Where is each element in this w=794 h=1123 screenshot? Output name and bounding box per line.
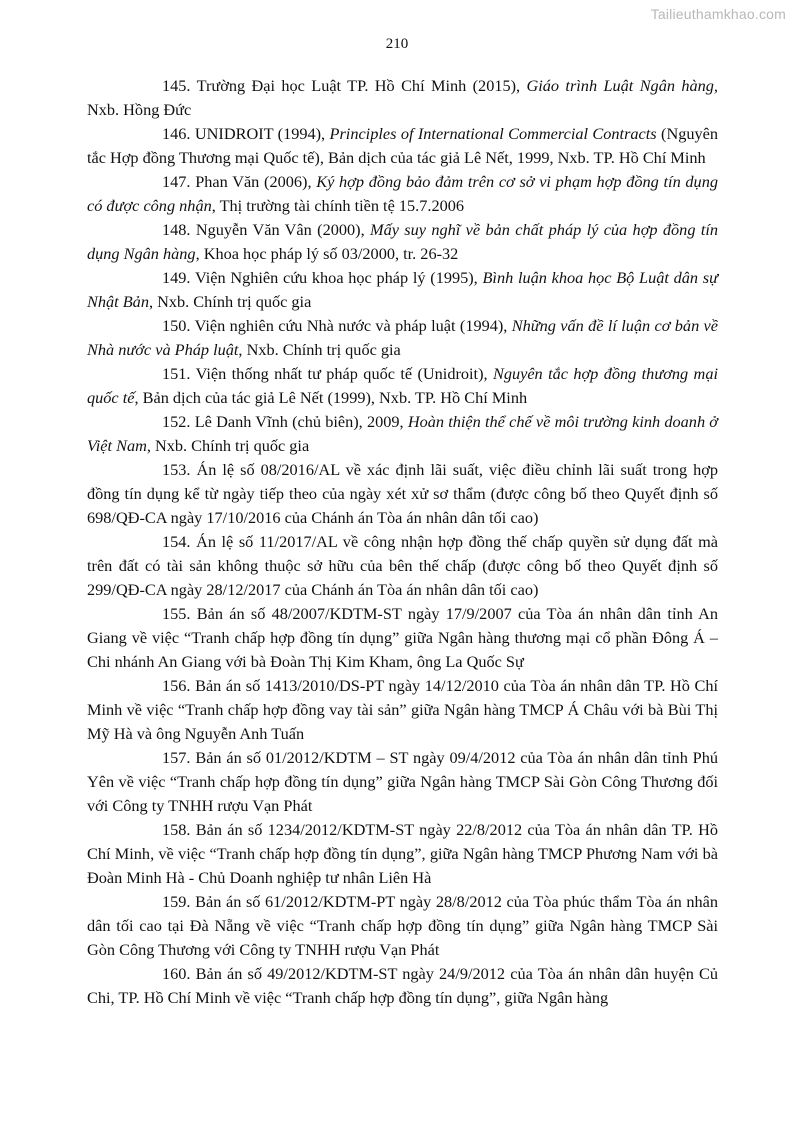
reference-source: , Bản dịch của tác giả Lê Nết (1999), Nxb. TP. Hồ Chí Minh: [134, 388, 528, 407]
reference-number: 157.: [162, 748, 191, 767]
reference-text: Lê Danh Vĩnh (chủ biên), 2009,: [194, 412, 408, 431]
reference-item: [87, 818, 718, 890]
reference-number: 155.: [162, 604, 191, 623]
watermark-text: Tailieuthamkhao.com: [650, 6, 786, 22]
reference-number: 148.: [162, 220, 191, 239]
reference-number: 158.: [162, 820, 191, 839]
reference-item: [87, 674, 718, 746]
reference-text: Án lệ số 11/2017/AL về công nhận hợp đồng thế chấp quyền sử dụng đất mà trên đất có tài sản không thuộc sở hữu của bên thế chấp (được công bố theo Quyết định số 299/QĐ-CA ngày 28/12/2017 của Chánh án Tòa án nhân dân tối cao): [87, 532, 718, 599]
reference-title: Giáo trình Luật Ngân hàng,: [526, 76, 718, 95]
reference-item: [87, 602, 718, 674]
reference-item: [87, 746, 718, 818]
reference-source: (Nguyên tắc Hợp đồng Thương mại Quốc tế), Bản dịch của tác giả Lê Nết, 1999, Nxb. TP. Hồ Chí Minh: [87, 124, 719, 167]
reference-number: 149.: [162, 268, 191, 287]
reference-text: Bản án số 1234/2012/KDTM-ST ngày 22/8/2012 của Tòa án nhân dân TP. Hồ Chí Minh, về việc “Tranh chấp hợp đồng tín dụng”, giữa Ngân hàng TMCP Phương Nam với bà Đoàn Minh Hà - Chủ Doanh nghiệp tư nhân Liên Hà: [87, 820, 718, 887]
reference-number: 160.: [162, 964, 191, 983]
reference-number: 153.: [162, 460, 191, 479]
reference-item: [87, 74, 718, 122]
reference-text: Viện thống nhất tư pháp quốc tế (Unidroit),: [195, 364, 493, 383]
reference-source: , Khoa học pháp lý số 03/2000, tr. 26-32: [195, 244, 459, 263]
reference-number: 159.: [162, 892, 191, 911]
reference-text: Trường Đại học Luật TP. Hồ Chí Minh (2015),: [196, 76, 527, 95]
reference-item: [87, 314, 718, 362]
reference-text: UNIDROIT (1994),: [194, 124, 330, 143]
reference-number: 156.: [162, 676, 191, 695]
reference-text: Viện nghiên cứu Nhà nước và pháp luật (1994),: [194, 316, 512, 335]
reference-number: 146.: [162, 124, 191, 143]
reference-item: [87, 530, 718, 602]
reference-text: Bản án số 1413/2010/DS-PT ngày 14/12/2010 của Tòa án nhân dân TP. Hồ Chí Minh về việc “Tranh chấp hợp đồng vay tài sản” giữa Ngân hàng TMCP Á Châu với bà Bùi Thị Mỹ Hà và ông Nguyễn Anh Tuấn: [87, 676, 718, 743]
reference-title: Nguyên tắc hợp đồng thương mại quốc tế: [87, 364, 718, 407]
reference-item: [87, 122, 718, 170]
reference-source: , Nxb. Chính trị quốc gia: [146, 436, 310, 455]
reference-text: Bản án số 61/2012/KDTM-PT ngày 28/8/2012 của Tòa phúc thẩm Tòa án nhân dân tối cao tại Đà Nẵng về việc “Tranh chấp hợp đồng tín dụng” giữa Ngân hàng TMCP Sài Gòn Công Thương với Công ty TNHH rượu Vạn Phát: [87, 892, 718, 959]
reference-title: Bình luận khoa học Bộ Luật dân sự Nhật Bản: [87, 268, 718, 311]
reference-number: 154.: [162, 532, 191, 551]
reference-list: [87, 74, 718, 1010]
reference-text: Phan Văn (2006),: [195, 172, 317, 191]
reference-item: [87, 218, 718, 266]
reference-number: 151.: [162, 364, 191, 383]
reference-source: , Nxb. Chính trị quốc gia: [238, 340, 401, 359]
reference-title: Ký hợp đồng bảo đảm trên cơ sở vi phạm hợp đồng tín dụng có được công nhận: [87, 172, 718, 215]
reference-item: [87, 890, 718, 962]
reference-item: [87, 962, 718, 1010]
reference-text: Án lệ số 08/2016/AL về xác định lãi suất, việc điều chỉnh lãi suất trong hợp đồng tín dụng kể từ ngày tiếp theo của ngày xét xử sơ thẩm (được công bố theo Quyết định số 698/QĐ-CA ngày 17/10/2016 của Chánh án Tòa án nhân dân tối cao): [87, 460, 718, 527]
reference-text: Nguyễn Văn Vân (2000),: [195, 220, 371, 239]
reference-item: [87, 362, 718, 410]
reference-text: Bản án số 48/2007/KDTM-ST ngày 17/9/2007 của Tòa án nhân dân tỉnh An Giang về việc “Tranh chấp hợp đồng tín dụng” giữa Ngân hàng thương mại cổ phần Đông Á – Chi nhánh An Giang với bà Đoàn Thị Kim Kham, ông La Quốc Sự: [87, 604, 718, 671]
reference-item: [87, 170, 718, 218]
reference-number: 147.: [162, 172, 191, 191]
reference-title: Những vấn đề lí luận cơ bản về Nhà nước và Pháp luật: [87, 316, 719, 359]
reference-text: Viện Nghiên cứu khoa học pháp lý (1995),: [194, 268, 483, 287]
reference-title: Principles of International Commercial Contracts: [329, 124, 657, 143]
reference-title: Hoàn thiện thể chế về môi trường kinh doanh ở Việt Nam: [87, 412, 718, 455]
reference-text: Bản án số 49/2012/KDTM-ST ngày 24/9/2012 của Tòa án nhân dân huyện Củ Chi, TP. Hồ Chí Minh về việc “Tranh chấp hợp đồng tín dụng”, giữa Ngân hàng: [87, 964, 718, 1007]
reference-source: , Nxb. Chính trị quốc gia: [148, 292, 312, 311]
reference-source: , Thị trường tài chính tiền tệ 15.7.2006: [211, 196, 465, 215]
reference-number: 145.: [162, 76, 191, 95]
reference-item: [87, 458, 718, 530]
page-number: 210: [385, 36, 409, 52]
reference-number: 150.: [162, 316, 191, 335]
reference-item: [87, 266, 718, 314]
reference-text: Bản án số 01/2012/KDTM – ST ngày 09/4/2012 của Tòa án nhân dân tỉnh Phú Yên về việc “Tranh chấp hợp đồng tín dụng” giữa Ngân hàng TMCP Sài Gòn Công Thương đối với Công ty TNHH rượu Vạn Phát: [87, 748, 718, 815]
reference-item: [87, 410, 718, 458]
reference-number: 152.: [162, 412, 191, 431]
reference-source: Nxb. Hồng Đức: [87, 100, 192, 119]
reference-title: Mấy suy nghĩ về bản chất pháp lý của hợp đồng tín dụng Ngân hàng: [87, 220, 719, 263]
